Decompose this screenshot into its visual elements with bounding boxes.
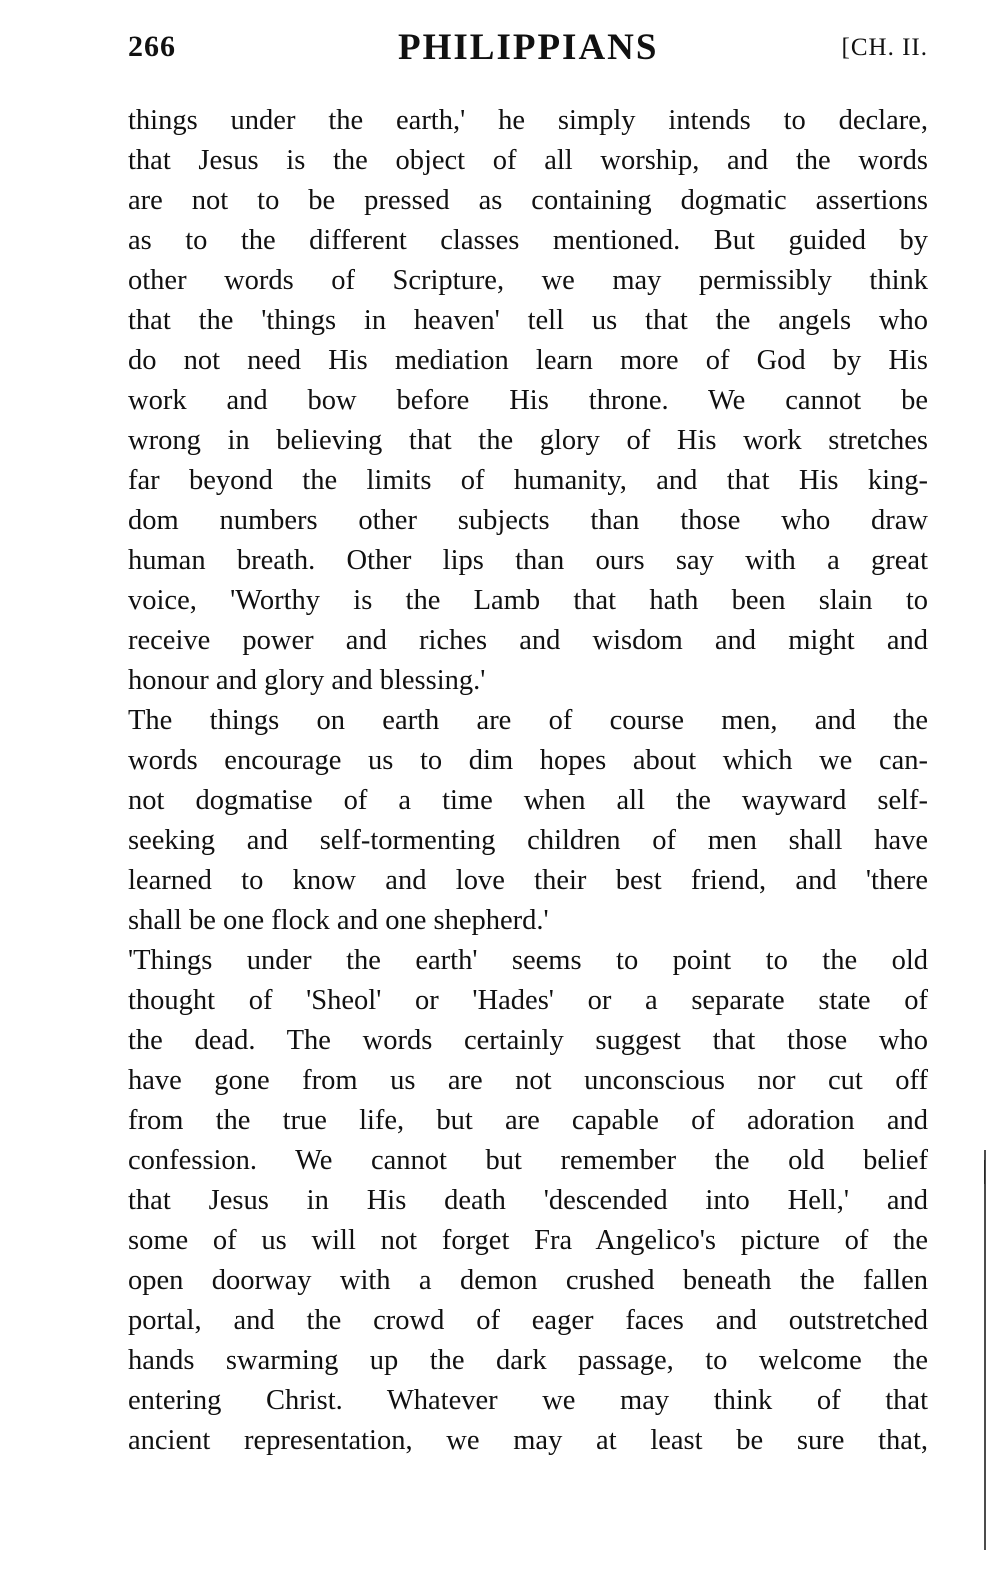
text-line: other words of Scripture, we may permissibly think xyxy=(128,265,928,296)
text-line: dom numbers other subjects than those who draw xyxy=(128,505,928,536)
text-line: as to the different classes mentioned. But guided by xyxy=(128,225,928,256)
text-line: honour and glory and blessing.' xyxy=(128,665,486,696)
text-line: hands swarming up the dark passage, to welcome the xyxy=(128,1345,928,1376)
text-line: seeking and self-tormenting children of men shall have xyxy=(128,825,928,856)
text-line: that the 'things in heaven' tell us that the angels who xyxy=(128,305,928,336)
text-line: ancient representation, we may at least be sure that, xyxy=(128,1425,928,1456)
paragraph-1 xyxy=(128,101,928,701)
text-line: work and bow before His throne. We cannot be xyxy=(128,385,928,416)
text-line: that Jesus is the object of all worship, and the words xyxy=(128,145,928,176)
text-line: that Jesus in His death 'descended into Hell,' and xyxy=(128,1185,928,1216)
chapter-reference: [CH. II. xyxy=(841,34,928,61)
text-line: things under the earth,' he simply intends to declare, xyxy=(128,105,928,136)
text-line: from the true life, but are capable of adoration and xyxy=(128,1105,928,1136)
page-edge-line xyxy=(984,1150,986,1550)
text-line: some of us will not forget Fra Angelico's picture of the xyxy=(128,1225,928,1256)
text-line: entering Christ. Whatever we may think of that xyxy=(128,1385,928,1416)
paragraph-2 xyxy=(128,701,928,941)
text-line: do not need His mediation learn more of God by His xyxy=(128,345,928,376)
text-line: human breath. Other lips than ours say with a great xyxy=(128,545,928,576)
text-line: wrong in believing that the glory of His work stretches xyxy=(128,425,928,456)
running-title: PHILIPPIANS xyxy=(398,27,659,68)
text-line: thought of 'Sheol' or 'Hades' or a separate state of xyxy=(128,985,928,1016)
text-line: have gone from us are not unconscious nor cut off xyxy=(128,1065,928,1096)
text-line: words encourage us to dim hopes about which we can- xyxy=(128,745,928,776)
text-line: not dogmatise of a time when all the wayward self- xyxy=(128,785,928,816)
text-line: open doorway with a demon crushed beneath the fallen xyxy=(128,1265,928,1296)
text-line: voice, 'Worthy is the Lamb that hath been slain to xyxy=(128,585,928,616)
text-line: confession. We cannot but remember the old belief xyxy=(128,1145,928,1176)
text-line: 'Things under the earth' seems to point to the old xyxy=(128,945,928,976)
text-line: far beyond the limits of humanity, and that His king- xyxy=(128,465,928,496)
text-line: shall be one flock and one shepherd.' xyxy=(128,905,549,936)
running-head xyxy=(128,27,928,80)
text-line: portal, and the crowd of eager faces and outstretched xyxy=(128,1305,928,1336)
page-edge-mark xyxy=(984,1160,985,1184)
paragraph-3 xyxy=(128,941,928,1461)
text-line: receive power and riches and wisdom and might and xyxy=(128,625,928,656)
page-number: 266 xyxy=(128,30,176,63)
text-line: learned to know and love their best friend, and 'there xyxy=(128,865,928,896)
text-line: The things on earth are of course men, and the xyxy=(128,705,928,736)
text-line: are not to be pressed as containing dogmatic assertions xyxy=(128,185,928,216)
body-text xyxy=(128,101,928,1461)
text-line: the dead. The words certainly suggest that those who xyxy=(128,1025,928,1056)
